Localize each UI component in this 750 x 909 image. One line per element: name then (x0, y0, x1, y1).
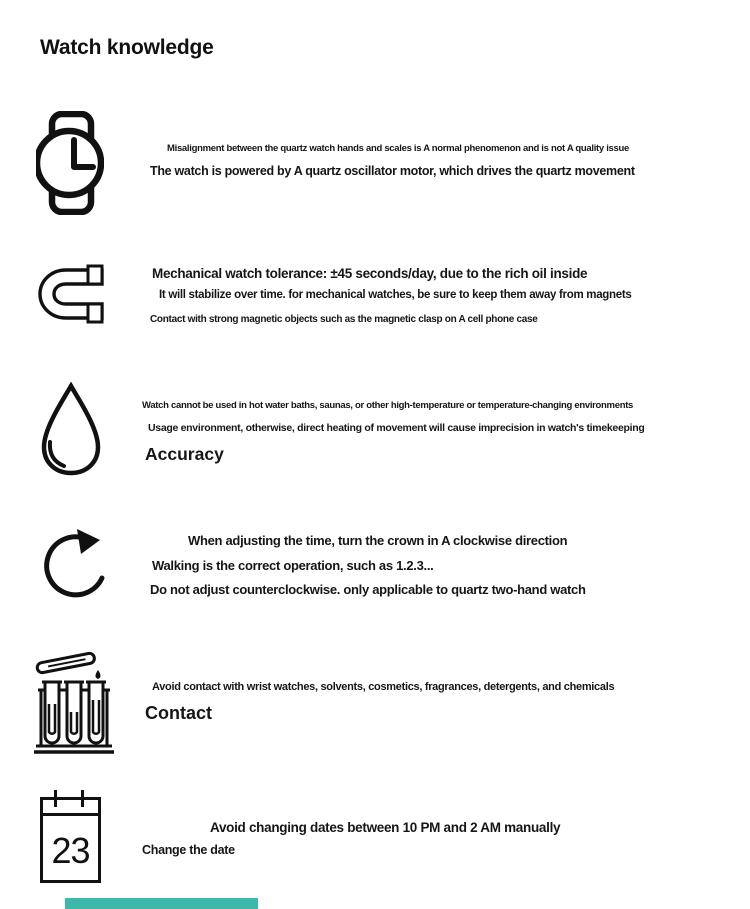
section-text: Watch cannot be used in hot water baths, saunas, or other high-temperature or temperature-changing environments (142, 400, 634, 411)
section-text: Contact with strong magnetic objects such as the magnetic clasp on A cell phone case (150, 314, 538, 325)
calendar-day: 23 (51, 830, 90, 871)
water-drop-icon (38, 382, 104, 476)
section-heading: Contact (145, 703, 212, 723)
section-text: It will stabilize over time. for mechanical watches, be sure to keep them away from magnets (159, 289, 632, 301)
section-text: Usage environment, otherwise, direct heating of movement will cause imprecision in watch's timekeeping (148, 422, 645, 434)
calendar-prong (54, 790, 57, 807)
accent-bar (65, 898, 258, 909)
page-title: Watch knowledge (40, 36, 214, 59)
section-text: The watch is powered by A quartz oscillator motor, which drives the quartz movement (150, 164, 635, 178)
calendar-prong (81, 790, 84, 807)
calendar-separator (42, 813, 99, 816)
wristwatch-icon (36, 111, 104, 215)
calendar-icon (40, 797, 101, 883)
section-text: When adjusting the time, turn the crown in A clockwise direction (188, 533, 568, 548)
section-text: Change the date (142, 843, 235, 857)
test-tubes-icon (34, 646, 114, 756)
section-text: Misalignment between the quartz watch hands and scales is A normal phenomenon and is not A quality issue (167, 143, 630, 154)
section-text: Mechanical watch tolerance: ±45 seconds/day, due to the rich oil inside (152, 266, 588, 281)
section-text: Walking is the correct operation, such as 1.2.3... (152, 558, 434, 573)
section-heading: Accuracy (145, 444, 224, 464)
section-text: Avoid changing dates between 10 PM and 2 AM manually (210, 820, 561, 835)
magnet-icon (36, 264, 106, 324)
clockwise-arrow-icon (36, 527, 110, 607)
section-text: Avoid contact with wrist watches, solvents, cosmetics, fragrances, detergents, and chemicals (152, 681, 615, 693)
section-text: Do not adjust counterclockwise. only applicable to quartz two-hand watch (150, 582, 586, 597)
